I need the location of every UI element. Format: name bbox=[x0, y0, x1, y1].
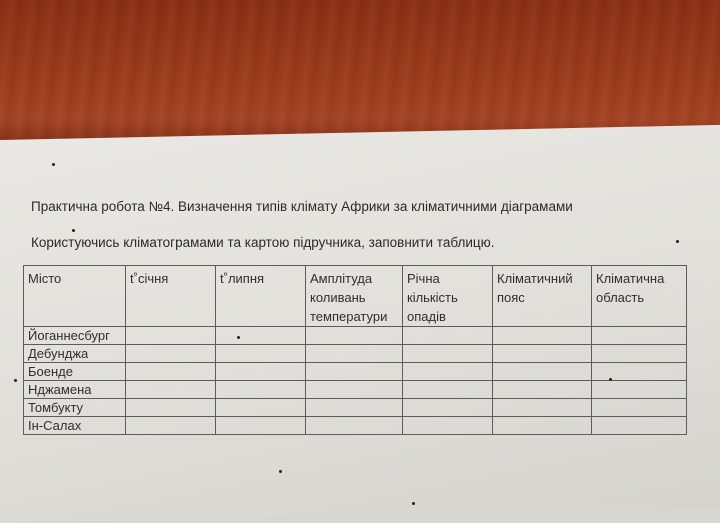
paper-speck bbox=[237, 336, 240, 339]
amplitude-cell[interactable] bbox=[306, 399, 403, 417]
precipitation-cell[interactable] bbox=[403, 381, 493, 399]
header-climate-belt: Кліматичний пояс bbox=[493, 266, 592, 327]
january-temp-cell[interactable] bbox=[126, 381, 216, 399]
amplitude-cell[interactable] bbox=[306, 417, 403, 435]
table-row bbox=[24, 345, 687, 363]
header-precipitation: Річна кількість опадів bbox=[403, 266, 493, 327]
paper-speck bbox=[52, 163, 55, 166]
july-temp-cell[interactable] bbox=[216, 399, 306, 417]
climate-region-cell[interactable] bbox=[592, 327, 687, 345]
amplitude-cell[interactable] bbox=[306, 327, 403, 345]
climate-belt-cell[interactable] bbox=[493, 417, 592, 435]
amplitude-cell[interactable] bbox=[306, 381, 403, 399]
paper-speck bbox=[279, 470, 282, 473]
paper-speck bbox=[72, 229, 75, 232]
precipitation-cell[interactable] bbox=[403, 399, 493, 417]
climate-belt-cell[interactable] bbox=[493, 345, 592, 363]
climate-region-cell[interactable] bbox=[592, 381, 687, 399]
climate-region-cell[interactable] bbox=[592, 399, 687, 417]
climate-region-cell[interactable] bbox=[592, 345, 687, 363]
climate-region-cell[interactable] bbox=[592, 417, 687, 435]
january-temp-cell[interactable] bbox=[126, 327, 216, 345]
climate-belt-cell[interactable] bbox=[493, 363, 592, 381]
table-row bbox=[24, 327, 687, 345]
precipitation-cell[interactable] bbox=[403, 363, 493, 381]
table-header-row bbox=[24, 266, 687, 327]
city-cell: Нджамена bbox=[24, 381, 126, 399]
city-cell: Томбукту bbox=[24, 399, 126, 417]
table-row bbox=[24, 417, 687, 435]
july-temp-cell[interactable] bbox=[216, 417, 306, 435]
climate-belt-cell[interactable] bbox=[493, 399, 592, 417]
city-cell: Ін-Салах bbox=[24, 417, 126, 435]
table-row bbox=[24, 381, 687, 399]
july-temp-cell[interactable] bbox=[216, 345, 306, 363]
city-cell: Йоганнесбург bbox=[24, 327, 126, 345]
paper-speck bbox=[676, 240, 679, 243]
climate-belt-cell[interactable] bbox=[493, 381, 592, 399]
table-row bbox=[24, 399, 687, 417]
table-row bbox=[24, 363, 687, 381]
climate-belt-cell[interactable] bbox=[493, 327, 592, 345]
header-july-temp: t˚липня bbox=[216, 266, 306, 327]
precipitation-cell[interactable] bbox=[403, 345, 493, 363]
january-temp-cell[interactable] bbox=[126, 363, 216, 381]
amplitude-cell[interactable] bbox=[306, 363, 403, 381]
january-temp-cell[interactable] bbox=[126, 345, 216, 363]
january-temp-cell[interactable] bbox=[126, 417, 216, 435]
paper-speck bbox=[609, 378, 612, 381]
worksheet-instruction: Користуючись кліматограмами та картою підручника, заповнити таблицю. bbox=[31, 235, 495, 250]
precipitation-cell[interactable] bbox=[403, 417, 493, 435]
header-climate-region: Кліматична область bbox=[592, 266, 687, 327]
header-january-temp: t˚січня bbox=[126, 266, 216, 327]
july-temp-cell[interactable] bbox=[216, 381, 306, 399]
header-city: Місто bbox=[24, 266, 126, 327]
worksheet-title: Практична робота №4. Визначення типів клімату Африки за кліматичними діаграмами bbox=[31, 199, 573, 214]
header-amplitude: Амплітуда коливань температури bbox=[306, 266, 403, 327]
precipitation-cell[interactable] bbox=[403, 327, 493, 345]
paper-speck bbox=[412, 502, 415, 505]
city-cell: Боенде bbox=[24, 363, 126, 381]
amplitude-cell[interactable] bbox=[306, 345, 403, 363]
climate-table bbox=[23, 265, 687, 435]
city-cell: Дебунджа bbox=[24, 345, 126, 363]
paper-speck bbox=[14, 379, 17, 382]
climate-region-cell[interactable] bbox=[592, 363, 687, 381]
july-temp-cell[interactable] bbox=[216, 327, 306, 345]
july-temp-cell[interactable] bbox=[216, 363, 306, 381]
january-temp-cell[interactable] bbox=[126, 399, 216, 417]
